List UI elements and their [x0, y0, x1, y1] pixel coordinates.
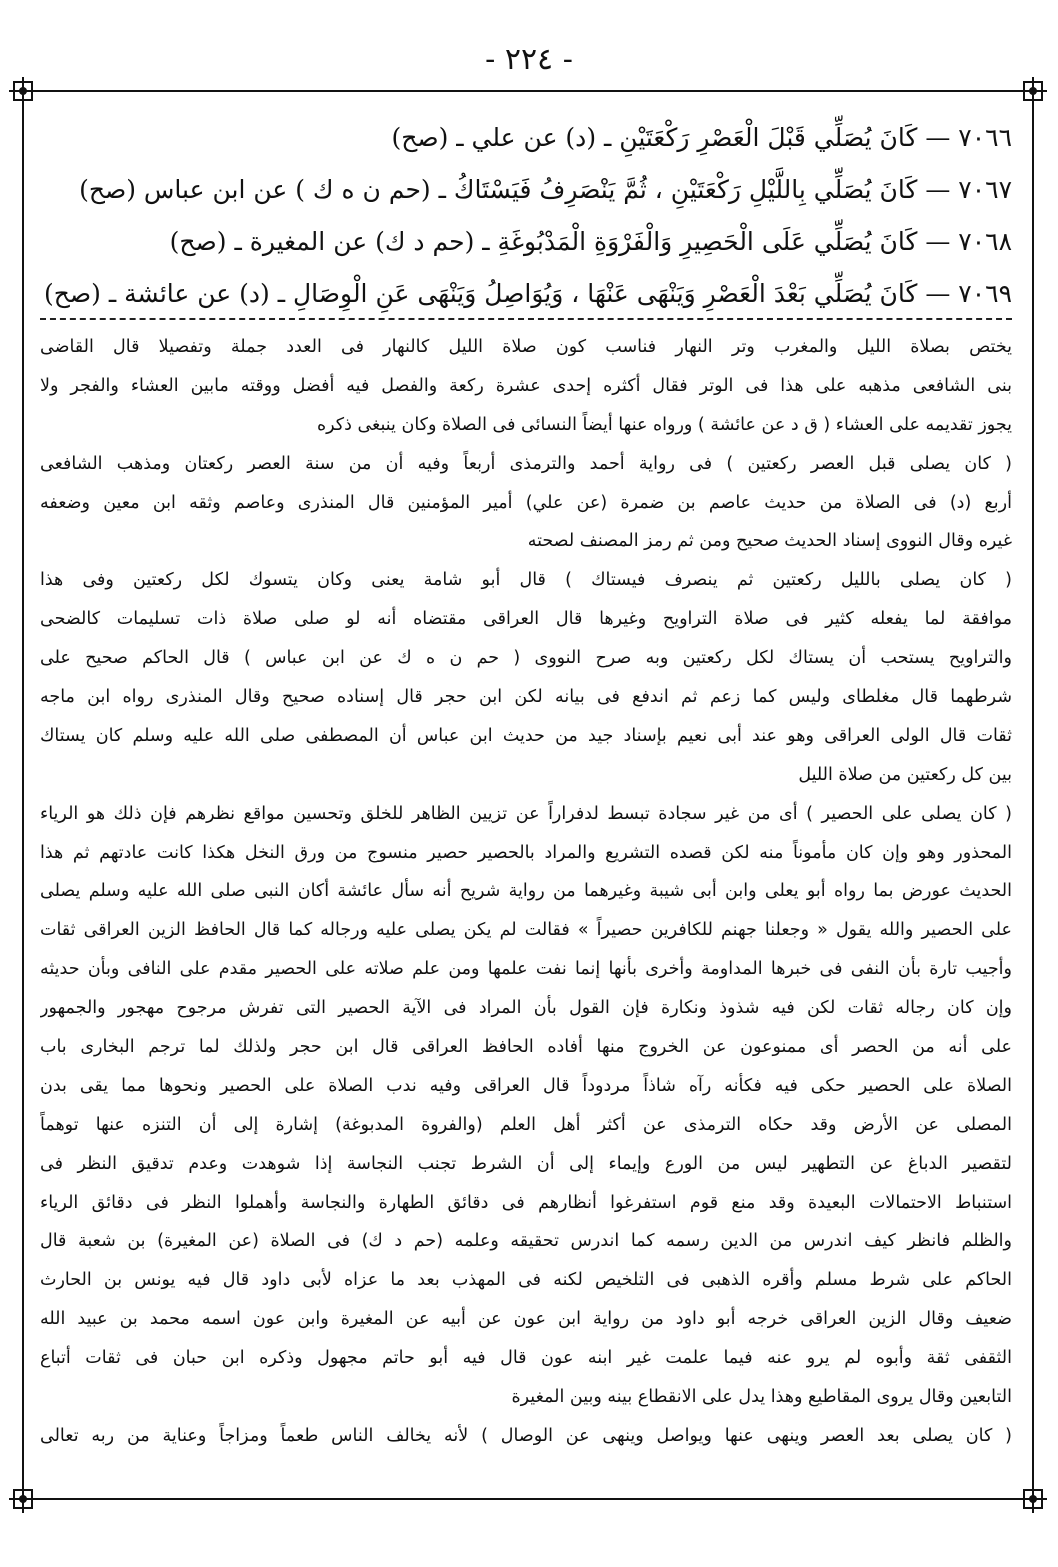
commentary-line: لتقصير الدباغ عن التطهير ليس من الورع وإيماء إلى أن الشرط تجنب النجاسة إذا شوهدت وعدم تدقيق النظر فى	[40, 1153, 1012, 1174]
frame-bottom-rule	[28, 1498, 1028, 1500]
commentary-line: الحديث عورض بما رواه أبو يعلى وابن أبى شيبة وغيرهما من رواية شريح أنه سأل عائشة أكان النبى صلى الله عليه وسلم يصلى	[40, 881, 1012, 902]
commentary-line: وإن كان رجاله ثقات لكن فيه شذوذ ونكارة فإن القول بأن المراد فى الآية الحصير التى تفرش مرجوح مهجور والجمهور	[40, 998, 1012, 1019]
commentary-line: والظلم فانظر كيف اندرس من الدين رسمه كما اندرس تحقيقه وعلمه (حم د ك) فى الصلاة (عن المغيرة) بن شعبة قال	[40, 1231, 1012, 1252]
commentary-line: والتراويح يستحب أن يستاك لكل ركعتين وبه صرح النووى ( حم ن ه ك عن ابن عباس ) قال الحاكم صحيح على	[40, 648, 1012, 669]
commentary-line: الصلاة على الحصير حكى فيه فكأنه رآه شاذاً مردوداً قال العراقى وفيه ندب الصلاة على الحصير ونحوها مما يقى بدن	[40, 1075, 1012, 1096]
commentary-line: يختص بصلاة الليل والمغرب وتر النهار فناسب كون صلاة الليل كالنهار فى العدد جملة وتفصيلا قال القاضى	[40, 337, 1012, 357]
commentary-line: ( كان يصلى قبل العصر ركعتين ) فى رواية أحمد والترمذى أربعاً وفيه أن من سنة العصر ركعتان ومذهب الشافعى	[40, 453, 1012, 474]
commentary-line: استنباط الاحتمالات البعيدة وقد منع قوم استفرغوا أنظارهم فى دقائق الطهارة والنجاسة وأهملوا النظر فى دقائق الرياء	[40, 1192, 1012, 1213]
corner-ornament-icon	[1018, 76, 1048, 106]
commentary-line: بنى الشافعى مذهبه على هذا فى الوتر فقال أكثره إحدى عشرة ركعة والفصل فيه أفضل ووقته مابين العشاء والفجر ولا	[40, 375, 1012, 396]
section-divider	[40, 318, 1012, 320]
frame-right-rule	[1032, 92, 1034, 1497]
commentary-line: أربع (د) فى الصلاة من حديث عاصم بن ضمرة (عن علي) أمير المؤمنين قال المنذرى وعاصم وثقه ابن معين وضعفه	[40, 492, 1012, 513]
commentary-line: بين كل ركعتين من صلاة الليل	[798, 764, 1012, 785]
commentary-line: الثقفى ثقة وأبوه لم يرو عنه فيما علمت غير ابنه عون قال فيه أبو حاتم مجهول وذكره ابن حبان فى ثقات أتباع	[40, 1348, 1012, 1369]
corner-ornament-icon	[1018, 1484, 1048, 1514]
commentary-body	[40, 328, 1012, 1456]
corner-ornament-icon	[8, 1484, 38, 1514]
hadith-entry: ٧٠٦٧ — كَانَ يُصَلِّي بِاللَّيْلِ رَكْعَتَيْنِ ، ثُمَّ يَنْصَرِفُ فَيَسْتَاكُ ـ (حم ن ه ك ) عن ابن عباس (صح)	[79, 175, 1012, 204]
commentary-line: ( كان يصلى على الحصير ) أى من غير سجادة تبسط لدفراراً عن تزيين الظاهر للخلق وتحسين مواقع نظرهم فإن ذلك هو الرياء	[40, 803, 1012, 824]
hadith-list	[40, 112, 1012, 320]
commentary-line: غيره وقال النووى إسناد الحديث صحيح ومن ثم رمز المصنف لصحته	[527, 531, 1012, 552]
page-number: - ٢٢٤ -	[485, 42, 573, 77]
hadith-entry: ٧٠٦٦ — كَانَ يُصَلِّي قَبْلَ الْعَصْرِ رَكْعَتَيْنِ ـ (د) عن علي ـ (صح)	[391, 123, 1012, 152]
commentary-line: ( كان يصلى بعد العصر وينهى عنها ويواصل وينهى عن الوصال ) لأنه يخالف الناس طعماً ومزاجاً وعناية من ربه تعالى	[40, 1425, 1012, 1446]
frame-left-rule	[22, 92, 24, 1497]
commentary-line: التابعين وقال يروى المقاطيع وهذا يدل على الانقطاع بينه وبين المغيرة	[511, 1387, 1012, 1408]
commentary-line: الحاكم على شرط مسلم وأقره الذهبى فى التلخيص لكنه فى المهذب بعد ما عزاه لأبى داود قال فيه يونس بن الحارث	[40, 1270, 1012, 1291]
corner-ornament-icon	[8, 76, 38, 106]
commentary-line: على الحصير والله يقول « وجعلنا جهنم للكافرين حصيراً » فقالت لم يكن يصلى عليه ورجاله كما قال الحافظ الزين العراقى ثقات	[40, 920, 1012, 941]
commentary-line: ثقات قال الولى العراقى وهو عند أبى نعيم بإسناد جيد من حديث ابن عباس أن المصطفى صلى الله عليه وسلم كان يستاك	[40, 725, 1012, 746]
commentary-line: ( كان يصلى بالليل ركعتين ثم ينصرف فيستاك ) قال أبو شامة يعنى وكان يتسوك لكل ركعتين وفى هذا	[40, 570, 1012, 591]
commentary-line: المحذور وهو وإن كان مأموناً منه لكن قصده التشريع والمراد بالحصير حصير منسوج من ورق النخل هكذا كانت عادتهم ثم هذا	[40, 842, 1012, 863]
commentary-line: وأجيب تارة بأن النفى فى خبرها المداومة وأخرى بأنها إنما نفت علمها ومن علم صلاته على الحصير مقدم على النافى وبأن حديثه	[40, 959, 1012, 980]
commentary-line: ضعيف وقال الزين العراقى خرجه أبو داود من رواية ابن عون عن أبيه عن المغيرة وابن عون اسمه محمد بن عبيد الله	[40, 1309, 1012, 1330]
hadith-entry: ٧٠٦٩ — كَانَ يُصَلِّي بَعْدَ الْعَصْرِ وَيَنْهَى عَنْهَا ، وَيُوَاصِلُ وَيَنْهَى عَنِ الْوِصَالِ ـ (د) عن عائشة ـ (صح)	[44, 279, 1012, 308]
commentary-line: المصلى عن الأرض وقد حكاه الترمذى عن أكثر أهل العلم (والفروة المدبوغة) إشارة إلى أن التنزه عنها توهماً	[40, 1114, 1012, 1135]
hadith-entry: ٧٠٦٨ — كَانَ يُصَلِّي عَلَى الْحَصِيرِ وَالْفَرْوَةِ الْمَدْبُوغَةِ ـ (حم د ك) عن المغيرة ـ (صح)	[169, 227, 1012, 256]
commentary-line: شرطهما قال مغلطاى وليس كما زعم ثم اندفع فى بيانه لكن ابن حجر قال إسناده صحيح وقال المنذرى رواه ابن ماجه	[40, 687, 1012, 708]
commentary-line: على أنه من الحصر أى ممنوعون عن الخروج منها أفاده الحافظ العراقى قال ابن حجر ولذلك لما ترجم البخارى باب	[40, 1037, 1012, 1058]
commentary-line: يجوز تقديمه على العشاء ( ق د عن عائشة ) ورواه عنها أيضاً النسائى فى الصلاة وكان ينبغى ذكره	[316, 414, 1012, 435]
frame-top-rule	[28, 90, 1028, 92]
commentary-line: موافقة لما يفعله كثير فى صلاة التراويح وغيرها قال العراقى مقتضاه أنه لو صلى صلاة ذات تسليمات كالضحى	[40, 609, 1012, 630]
